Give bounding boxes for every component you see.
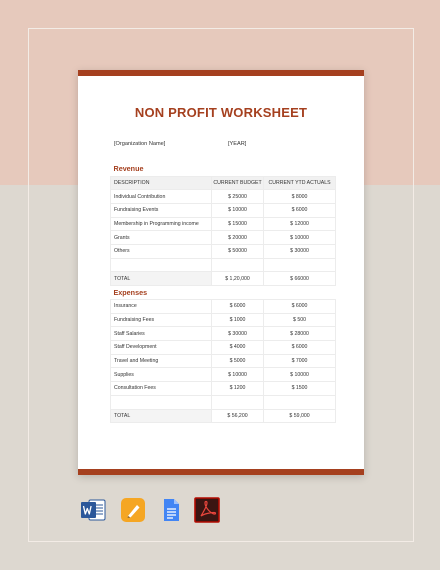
column-header-current-budget: CURRENT BUDGET bbox=[212, 176, 264, 190]
empty-row bbox=[111, 395, 336, 409]
row-ytd: $ 10000 bbox=[264, 368, 336, 382]
row-ytd: $ 7000 bbox=[264, 354, 336, 368]
row-budget: $ 5000 bbox=[212, 354, 264, 368]
row-ytd: $ 8000 bbox=[264, 190, 336, 204]
word-icon[interactable] bbox=[80, 497, 106, 523]
row-description: Travel and Meeting bbox=[111, 354, 212, 368]
worksheet-preview bbox=[78, 70, 364, 475]
empty-cell bbox=[264, 395, 336, 409]
document-title: NON PROFIT WORKSHEET bbox=[134, 105, 308, 120]
row-ytd: $ 6000 bbox=[264, 300, 336, 314]
total-budget: $ 56,200 bbox=[212, 409, 264, 423]
expenses-section-row bbox=[111, 286, 336, 300]
row-description: Staff Development bbox=[111, 341, 212, 355]
table-row bbox=[111, 231, 336, 245]
revenue-section-row bbox=[111, 162, 336, 176]
row-budget: $ 4000 bbox=[212, 341, 264, 355]
format-icons-bar bbox=[80, 497, 220, 525]
revenue-total-row bbox=[111, 272, 336, 286]
google-docs-icon[interactable] bbox=[158, 497, 184, 523]
table-row bbox=[111, 190, 336, 204]
table-row bbox=[111, 327, 336, 341]
table-row bbox=[111, 203, 336, 217]
year-field: [YEAR] bbox=[228, 141, 247, 147]
empty-cell bbox=[212, 258, 264, 272]
table-row bbox=[111, 300, 336, 314]
table-row bbox=[111, 341, 336, 355]
expenses-total-row bbox=[111, 409, 336, 423]
footer-band bbox=[78, 469, 364, 475]
row-ytd: $ 10000 bbox=[264, 231, 336, 245]
column-header-description: DESCRIPTION bbox=[111, 176, 212, 190]
row-description: Individual Contribution bbox=[111, 190, 212, 204]
pdf-icon[interactable] bbox=[194, 497, 220, 523]
pages-icon[interactable] bbox=[120, 497, 146, 523]
row-ytd: $ 1500 bbox=[264, 382, 336, 396]
empty-cell bbox=[111, 395, 212, 409]
table-row bbox=[111, 382, 336, 396]
row-ytd: $ 6000 bbox=[264, 203, 336, 217]
table-row bbox=[111, 368, 336, 382]
row-budget: $ 1000 bbox=[212, 313, 264, 327]
total-label: TOTAL bbox=[111, 409, 212, 423]
header-band bbox=[78, 70, 364, 76]
empty-cell bbox=[264, 258, 336, 272]
row-budget: $ 15000 bbox=[212, 217, 264, 231]
row-description: Supplies bbox=[111, 368, 212, 382]
row-ytd: $ 12000 bbox=[264, 217, 336, 231]
organization-name-field: [Organization Name] bbox=[114, 141, 166, 147]
row-budget: $ 6000 bbox=[212, 300, 264, 314]
expenses-heading: Expenses bbox=[113, 288, 148, 297]
empty-cell bbox=[212, 395, 264, 409]
row-ytd: $ 6000 bbox=[264, 341, 336, 355]
row-description: Grants bbox=[111, 231, 212, 245]
total-ytd: $ 59,000 bbox=[264, 409, 336, 423]
table-row bbox=[111, 313, 336, 327]
row-description: Insurance bbox=[111, 300, 212, 314]
table-row bbox=[111, 354, 336, 368]
total-ytd: $ 66000 bbox=[264, 272, 336, 286]
row-budget: $ 30000 bbox=[212, 327, 264, 341]
row-budget: $ 20000 bbox=[212, 231, 264, 245]
row-description: Consultation Fees bbox=[111, 382, 212, 396]
revenue-heading: Revenue bbox=[113, 164, 144, 174]
column-header-ytd-actuals: CURRENT YTD ACTUALS bbox=[264, 176, 336, 190]
table-row bbox=[111, 217, 336, 231]
total-budget: $ 1,20,000 bbox=[212, 272, 264, 286]
row-budget: $ 1200 bbox=[212, 382, 264, 396]
row-ytd: $ 500 bbox=[264, 313, 336, 327]
empty-row bbox=[111, 258, 336, 272]
table-header-row bbox=[111, 176, 336, 190]
table-row bbox=[111, 244, 336, 258]
worksheet-table bbox=[110, 162, 336, 423]
row-description: Membership in Programming income bbox=[111, 217, 212, 231]
row-ytd: $ 30000 bbox=[264, 244, 336, 258]
row-budget: $ 25000 bbox=[212, 190, 264, 204]
row-description: Others bbox=[111, 244, 212, 258]
row-description: Fundraising Fees bbox=[111, 313, 212, 327]
row-budget: $ 50000 bbox=[212, 244, 264, 258]
row-budget: $ 10000 bbox=[212, 203, 264, 217]
empty-cell bbox=[111, 258, 212, 272]
row-budget: $ 10000 bbox=[212, 368, 264, 382]
total-label: TOTAL bbox=[111, 272, 212, 286]
row-ytd: $ 28000 bbox=[264, 327, 336, 341]
row-description: Staff Salaries bbox=[111, 327, 212, 341]
row-description: Fundraising Events bbox=[111, 203, 212, 217]
